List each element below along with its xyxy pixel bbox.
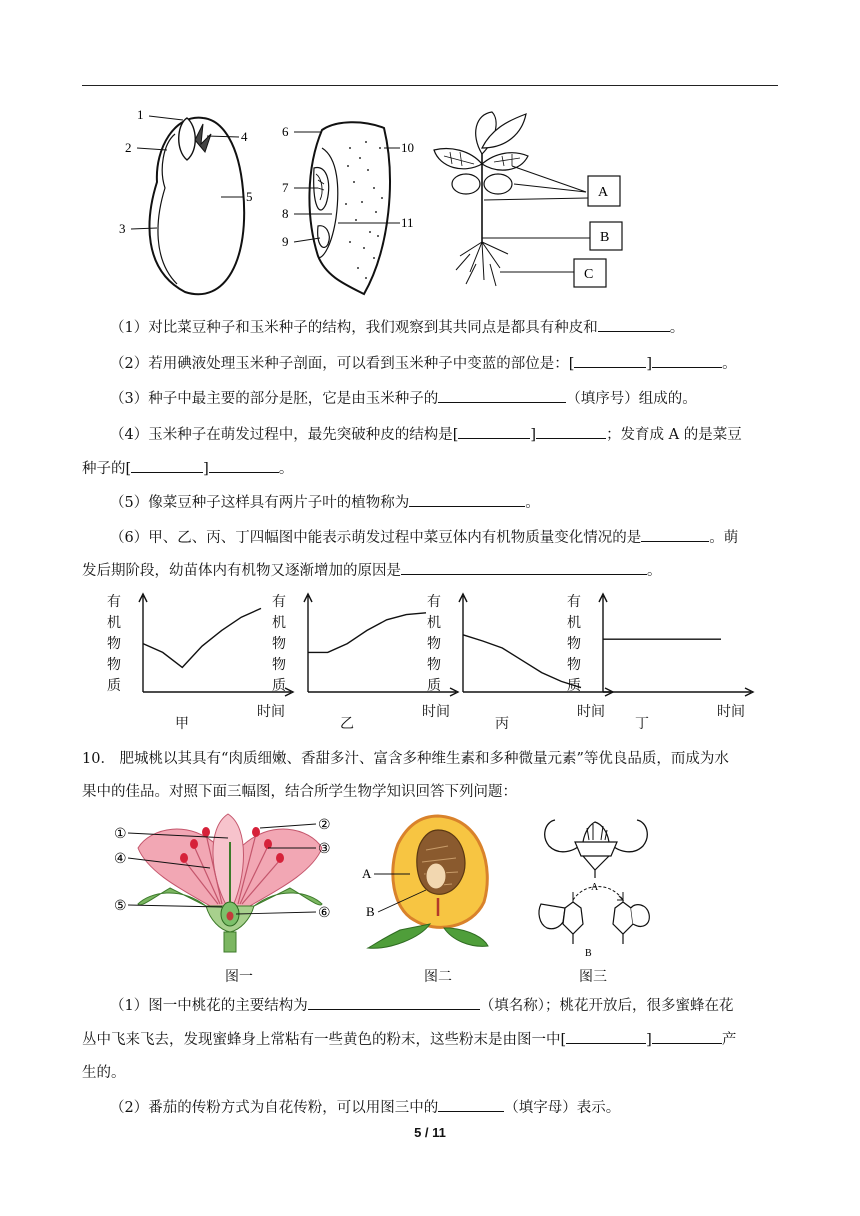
q9-part1-end: 。 [669,320,685,336]
q10-part2-end: （填字母）表示。 [504,1100,621,1116]
corn-label-9: 9 [282,234,289,249]
q10-part1-text: （1）图一中桃花的主要结构为 [110,998,308,1014]
answer-blank[interactable] [401,560,647,575]
q9-part1-text: （1）对比菜豆种子和玉米种子的结构，我们观察到其共同点是都具有种皮和 [110,320,598,336]
pollination-diagram [535,812,655,958]
chart-ylabel-char: 物 [272,658,286,673]
figure-3-caption: 图三 [579,969,607,985]
flower-label-6: ⑥ [318,906,331,921]
chart-ylabel-char: 物 [107,637,121,652]
q9-part1 [110,317,684,338]
flower-label-2: ② [318,818,331,833]
chart-ylabel-char: 质 [272,679,286,694]
bean-label-3: 3 [119,221,126,236]
answer-blank[interactable] [409,492,525,507]
seedling-label-a: A [598,185,609,200]
corn-label-11: 11 [401,215,414,230]
q10-part1-cont [82,1029,736,1050]
chart-xlabel: 时间 [257,705,285,720]
flower-label-3: ③ [318,842,331,857]
chart-series-line [143,608,261,667]
bean-seed-diagram [115,100,275,300]
bean-label-5: 5 [246,189,253,204]
bean-label-2: 2 [125,140,132,155]
answer-blank[interactable] [308,995,480,1010]
q9-part4b-bracket: ] [203,461,209,477]
answer-blank[interactable] [536,424,606,439]
answer-blank[interactable] [566,1029,646,1044]
q9-part4 [110,424,742,445]
corn-label-10: 10 [401,140,414,155]
peach-flower-diagram [110,808,350,953]
chart-ylabel-char: 机 [107,616,121,631]
chart-ylabel-char: 有 [567,595,581,610]
flower-label-1: ① [114,827,127,842]
chart-name: 丁 [635,717,649,732]
q9-part6-text: （6）甲、乙、丙、丁四幅图中能表示萌发过程中菜豆体内有机物质量变化情况的是 [110,530,642,546]
q9-part3-end: （填序号）组成的。 [566,391,697,407]
q9-part4-cont [82,458,293,479]
q9-part4b-text: 种子的[ [82,461,132,477]
chart-ylabel-char: 物 [107,658,121,673]
seedling-label-b: B [600,230,610,245]
figure-2-caption: 图二 [424,969,452,985]
q10-part2 [110,1097,620,1118]
chart-ylabel-char: 物 [567,658,581,673]
chart-ylabel-char: 机 [567,616,581,631]
corn-label-7: 7 [282,180,289,195]
chart-ylabel-char: 质 [427,679,441,694]
q10-part2-text: （2）番茄的传粉方式为自花传粉，可以用图三中的 [110,1100,439,1116]
flower-label-5: ⑤ [114,899,127,914]
chart-ylabel-char: 物 [272,637,286,652]
answer-blank[interactable] [641,527,709,542]
chart-series-line [463,635,581,688]
q10-part1-end-line: 生的。 [82,1065,126,1081]
q10-part1b-bracket: ] [646,1032,652,1048]
q9-part6b-end: 。 [647,563,662,579]
chart-ylabel-char: 质 [107,679,121,694]
q10-part1b-end: 产 [721,1032,737,1048]
q9-part2 [110,353,737,374]
q9-part6 [110,527,738,548]
corn-seed-diagram [280,108,430,300]
pollination-label-b: B [585,948,592,959]
q10-part1 [110,995,733,1016]
chart-ylabel-char: 机 [272,616,286,631]
chart-ylabel-char: 有 [272,595,286,610]
chart-name: 丙 [495,717,509,732]
figure-1-caption: 图一 [225,969,253,985]
answer-blank[interactable] [438,1097,504,1112]
bean-label-4: 4 [241,129,248,144]
chart-xlabel: 时间 [577,705,605,720]
q10-intro-line1: 10． 肥城桃以其具有“肉质细嫩、香甜多汁、富含多种维生素和多种微量元素”等优良品质，而成为水 [82,751,729,767]
corn-label-6: 6 [282,124,289,139]
bean-label-1: 1 [137,107,144,122]
answer-blank[interactable] [598,317,670,332]
page-number: 5 / 11 [414,1125,446,1140]
q9-part4b-end: 。 [278,461,294,477]
chart-series-line [308,613,426,653]
fruit-label-a: A [362,866,372,881]
chart-ylabel-char: 有 [107,595,121,610]
chart-ylabel-char: 物 [567,637,581,652]
chart-name: 乙 [340,717,354,732]
answer-blank[interactable] [458,424,530,439]
chart-ylabel-char: 机 [427,616,441,631]
chart-name: 甲 [175,717,189,732]
q9-part2-text: （2）若用碘液处理玉米种子剖面，可以看到玉米种子中变蓝的部位是：[ [110,356,575,372]
q10-part1-end: （填名称）；桃花开放后，很多蜜蜂在花 [479,998,734,1014]
seedling-diagram [430,104,630,294]
pollination-label-a: A [591,882,599,893]
organic-matter-charts [95,584,745,734]
answer-blank[interactable] [438,388,566,403]
chart-xlabel: 时间 [422,705,450,720]
q9-part5-end: 。 [525,495,540,511]
q9-part3 [110,388,697,409]
chart-xlabel: 时间 [717,705,745,720]
chart-ylabel-char: 物 [427,637,441,652]
q10-part1b-text: 丛中飞来飞去，发现蜜蜂身上常粘有一些黄色的粉末，这些粉末是由图一中[ [82,1032,567,1048]
answer-blank[interactable] [652,1029,722,1044]
chart-ylabel-char: 物 [427,658,441,673]
header-rule [82,85,778,86]
q9-part4-text: （4）玉米种子在萌发过程中，最先突破种皮的结构是[ [110,427,459,443]
q9-part6-end: 。萌 [709,530,739,546]
q9-part4-bracket: ] [530,427,537,443]
answer-blank[interactable] [131,458,203,473]
q9-part5-text: （5）像菜豆种子这样具有两片子叶的植物称为 [110,495,410,511]
fruit-label-b: B [366,904,375,919]
peach-fruit-diagram [360,810,500,952]
flower-label-4: ④ [114,852,127,867]
q9-part6b-text: 发后期阶段，幼苗体内有机物又逐渐增加的原因是 [82,563,401,579]
chart-ylabel-char: 质 [567,679,581,694]
answer-blank[interactable] [574,353,646,368]
seedling-label-c: C [584,267,594,282]
q9-part5 [110,492,540,513]
corn-label-8: 8 [282,206,289,221]
q9-part6-cont [82,560,662,581]
chart-ylabel-char: 有 [427,595,441,610]
q10-intro-line2: 果中的佳品。对照下面三幅图，结合所学生物学知识回答下列问题： [82,784,517,800]
q9-part2-bracket: ] [646,356,653,372]
answer-blank[interactable] [652,353,722,368]
answer-blank[interactable] [209,458,279,473]
q9-part4-end: ；发育成 A 的是菜豆 [606,427,742,443]
q9-part3-text: （3）种子中最主要的部分是胚，它是由玉米种子的 [110,391,439,407]
q9-part2-end: 。 [722,356,737,372]
